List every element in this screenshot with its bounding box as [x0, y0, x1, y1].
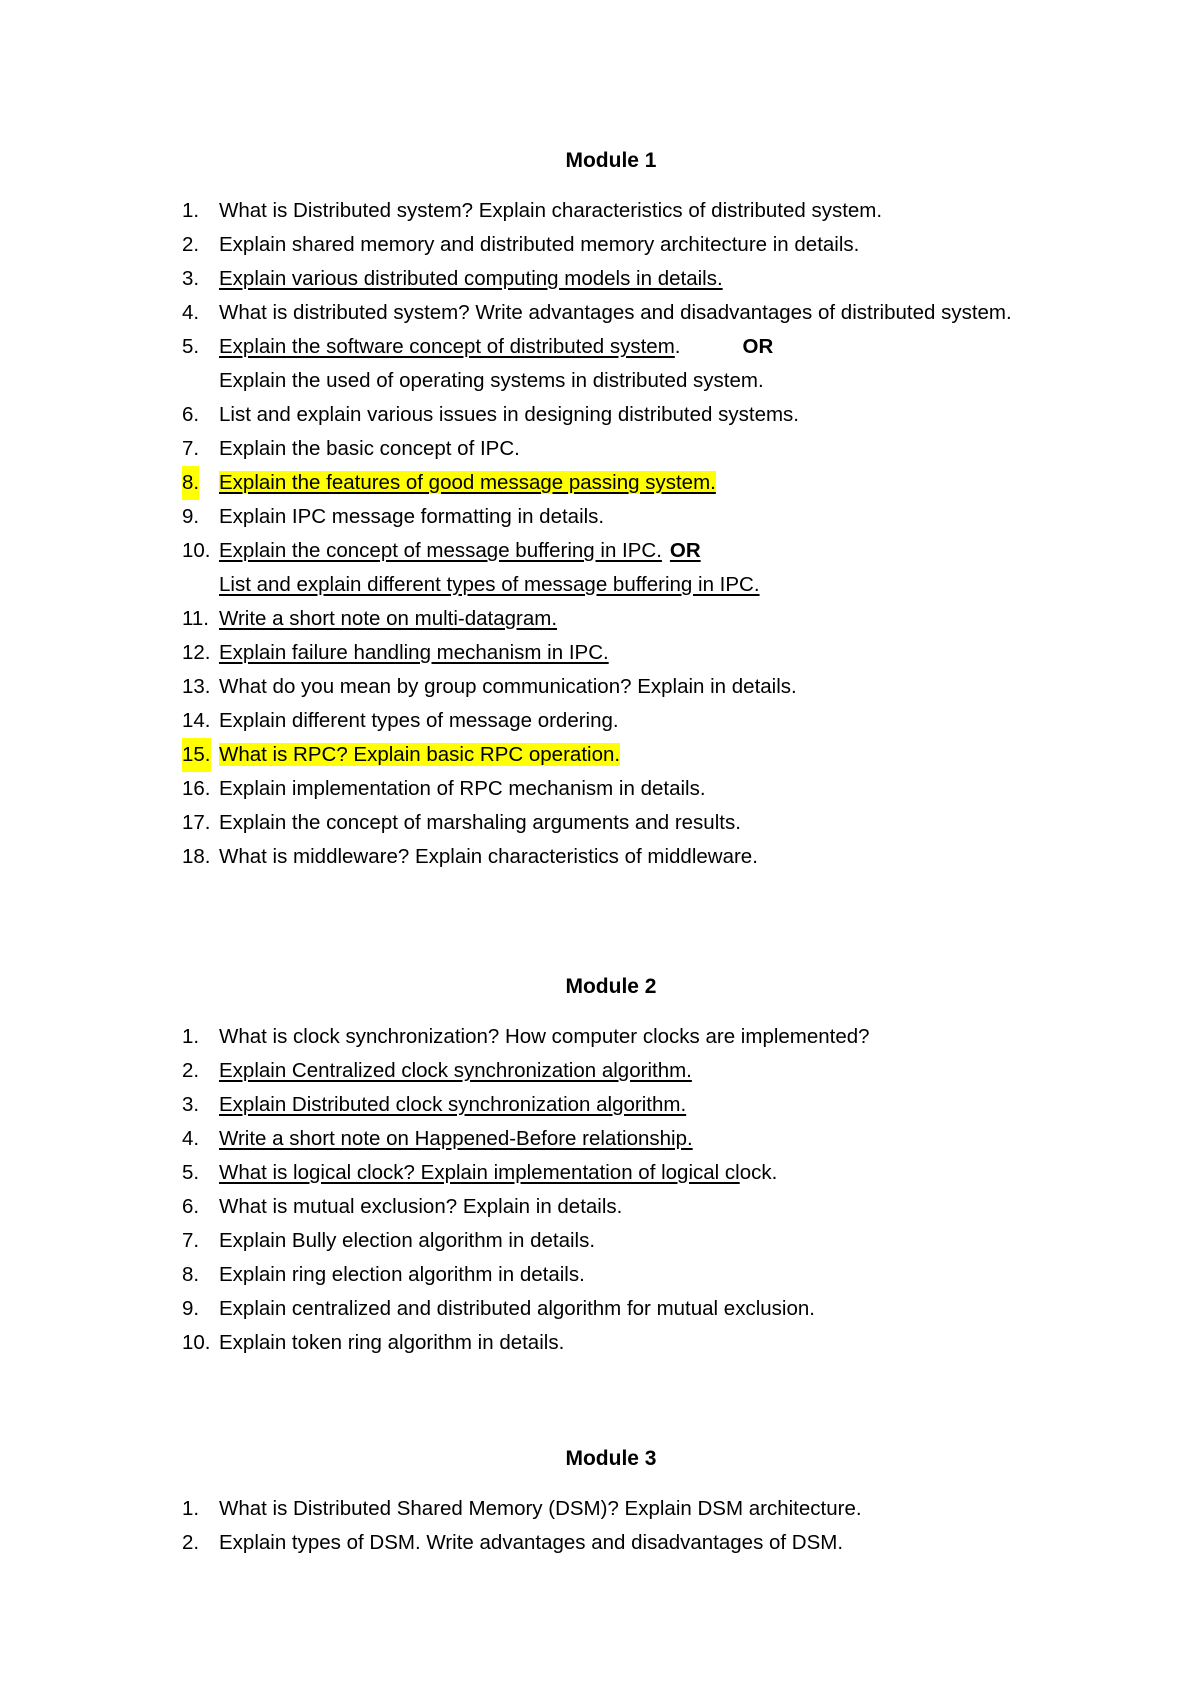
question-text: Write a short note on multi-datagram. [219, 607, 558, 630]
question-number: 6. [182, 1195, 200, 1218]
question-item [0, 704, 1019, 738]
question-number: 2. [182, 1531, 200, 1554]
question-number: 1. [182, 1497, 200, 1520]
question-text: Explain the concept of marshaling arguments and results. [219, 811, 741, 834]
question-number: 7. [182, 1229, 200, 1252]
question-text: Explain the concept of message buffering in IPC. [219, 539, 662, 562]
question-item [0, 840, 1019, 874]
question-item [0, 1156, 1019, 1190]
module-1-section [0, 146, 1200, 874]
question-item [0, 1492, 1019, 1526]
question-item [0, 1292, 1019, 1326]
question-text: Explain failure handling mechanism in IPC. [219, 641, 609, 664]
question-number: 1. [182, 1025, 200, 1048]
question-number: 10. [182, 1331, 211, 1354]
question-text: Explain centralized and distributed algorithm for mutual exclusion. [219, 1297, 815, 1320]
question-item [0, 1224, 1019, 1258]
question-text: Explain the software concept of distributed system [219, 335, 675, 358]
question-number: 4. [182, 301, 200, 324]
question-item [0, 432, 1019, 466]
question-item [0, 670, 1019, 704]
question-text: List and explain various issues in designing distributed systems. [219, 403, 799, 426]
question-item [0, 228, 1019, 262]
question-number: 4. [182, 1127, 200, 1150]
question-number: 2. [182, 1059, 200, 1082]
or-label: OR [742, 335, 774, 358]
question-item [0, 534, 1019, 602]
question-item [0, 1020, 1019, 1054]
module-heading: Module 2 [565, 975, 657, 998]
question-number: 12. [182, 641, 211, 664]
question-text: Explain IPC message formatting in details. [219, 505, 605, 528]
question-text: Explain various distributed computing models in details. [219, 267, 723, 290]
question-text: Explain implementation of RPC mechanism in details. [219, 777, 706, 800]
question-item [0, 806, 1019, 840]
module-2-section [0, 972, 1200, 1360]
question-text: Explain the features of good message passing system. [219, 471, 716, 494]
question-number: 3. [182, 267, 200, 290]
question-text: What is clock synchronization? How computer clocks are implemented? [219, 1025, 870, 1048]
question-item [0, 500, 1019, 534]
question-item [0, 602, 1019, 636]
question-item [0, 1326, 1019, 1360]
question-item [0, 1054, 1019, 1088]
question-text: What is Distributed system? Explain characteristics of distributed system. [219, 199, 883, 222]
question-text: Explain types of DSM. Write advantages and disadvantages of DSM. [219, 1531, 844, 1554]
question-text: What is logical clock? Explain implementation of logical cl [219, 1161, 740, 1184]
question-list [0, 194, 1200, 874]
question-number: 13. [182, 675, 211, 698]
question-text: Explain Bully election algorithm in details. [219, 1229, 596, 1252]
question-item [0, 1190, 1019, 1224]
question-number: 18. [182, 845, 211, 868]
module-heading: Module 1 [565, 149, 657, 172]
alternate-question-text: List and explain different types of message buffering in IPC. [219, 573, 760, 596]
module-heading: Module 3 [565, 1447, 657, 1470]
question-item [0, 330, 1019, 398]
question-item [0, 1088, 1019, 1122]
question-number: 15. [182, 738, 211, 772]
question-text: Explain ring election algorithm in details. [219, 1263, 585, 1286]
question-text: What is Distributed Shared Memory (DSM)? Explain DSM architecture. [219, 1497, 862, 1520]
question-item [0, 636, 1019, 670]
question-text-tail: ock. [739, 1161, 778, 1184]
question-list [0, 1492, 1200, 1560]
question-item [0, 262, 1019, 296]
question-number: 2. [182, 233, 200, 256]
question-item [0, 398, 1019, 432]
question-number: 5. [182, 335, 200, 358]
question-text: What do you mean by group communication? Explain in details. [219, 675, 797, 698]
question-text: Explain Distributed clock synchronization algorithm. [219, 1093, 687, 1116]
alternate-question-text: Explain the used of operating systems in distributed system. [219, 369, 764, 392]
question-text-tail: . [674, 335, 681, 358]
question-text: Explain the basic concept of IPC. [219, 437, 520, 460]
question-number: 8. [182, 1263, 200, 1286]
question-text: Explain shared memory and distributed memory architecture in details. [219, 233, 860, 256]
question-number: 17. [182, 811, 211, 834]
question-number: 9. [182, 505, 200, 528]
question-text: What is middleware? Explain characteristics of middleware. [219, 845, 758, 868]
question-number: 11. [182, 607, 209, 630]
question-number: 3. [182, 1093, 200, 1116]
or-label: OR [669, 539, 701, 562]
question-number: 9. [182, 1297, 200, 1320]
question-item [0, 296, 1019, 330]
question-text: Write a short note on Happened-Before relationship. [219, 1127, 693, 1150]
question-text: Explain token ring algorithm in details. [219, 1331, 565, 1354]
question-item [0, 1526, 1019, 1560]
question-number: 1. [182, 199, 200, 222]
question-item [0, 738, 1019, 772]
question-number: 8. [182, 466, 199, 500]
question-number: 16. [182, 777, 211, 800]
question-item [0, 466, 1019, 500]
question-number: 14. [182, 709, 211, 732]
question-list [0, 1020, 1200, 1360]
question-number: 10. [182, 539, 211, 562]
question-text: Explain different types of message ordering. [219, 709, 619, 732]
module-3-section [0, 1444, 1200, 1560]
question-text: What is distributed system? Write advantages and disadvantages of distributed system. [219, 301, 1012, 324]
question-text: What is RPC? Explain basic RPC operation. [219, 743, 621, 766]
question-item [0, 772, 1019, 806]
question-item [0, 1258, 1019, 1292]
question-number: 7. [182, 437, 200, 460]
question-text: What is mutual exclusion? Explain in details. [219, 1195, 623, 1218]
question-number: 6. [182, 403, 200, 426]
question-text: Explain Centralized clock synchronization algorithm. [219, 1059, 692, 1082]
question-item [0, 1122, 1019, 1156]
question-item [0, 194, 1019, 228]
question-number: 5. [182, 1161, 200, 1184]
